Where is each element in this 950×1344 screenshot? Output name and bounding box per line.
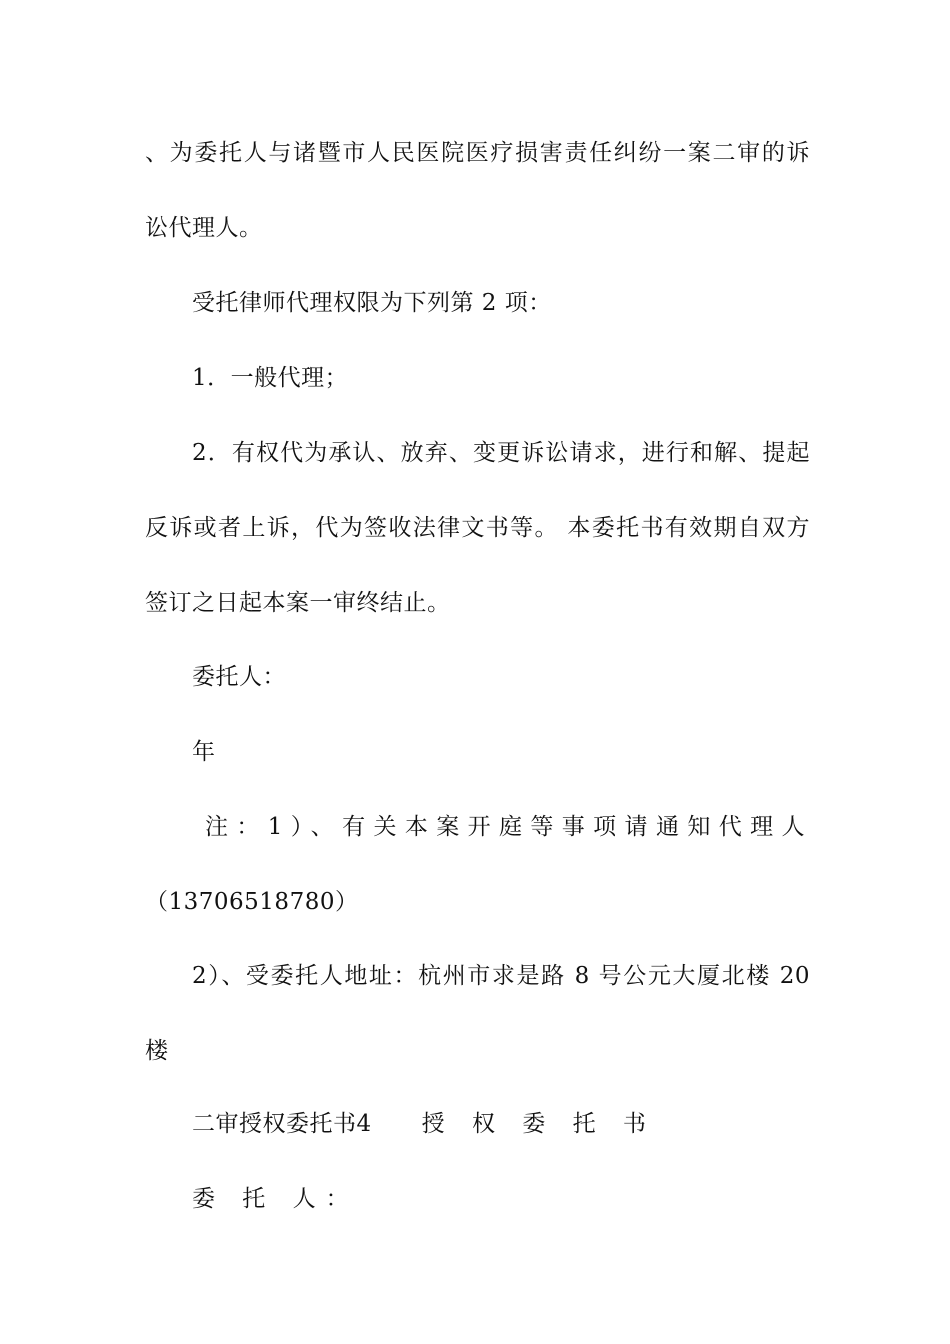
document-subtitle: 授 权 委 托 书 xyxy=(421,1111,656,1137)
section-heading xyxy=(192,1109,810,1139)
principal-label: 委托人： xyxy=(192,664,286,690)
address-line: 2）、受委托人地址：杭州市求是路 8 号公元大厦北楼 20 xyxy=(192,963,810,989)
phone-number: （13706518780） xyxy=(145,889,359,915)
paragraph-line: 签订之日起本案一审终结止。 xyxy=(145,590,451,616)
paragraph-line: 、为委托人与诸暨市人民医院医疗损害责任纠纷一案二审的诉 xyxy=(145,140,810,166)
paragraph-line: 受托律师代理权限为下列第 2 项： xyxy=(192,290,552,316)
list-item: 2．有权代为承认、放弃、变更诉讼请求，进行和解、提起 xyxy=(192,440,810,466)
principal-label: 委 托 人： xyxy=(192,1186,359,1212)
list-item: 1．一般代理； xyxy=(192,365,349,391)
paragraph-line: 反诉或者上诉，代为签收法律文书等。 本委托书有效期自双方 xyxy=(145,515,810,541)
address-line: 楼 xyxy=(145,1038,169,1064)
paragraph-line: 讼代理人。 xyxy=(145,215,263,241)
date-label: 年 xyxy=(192,739,216,765)
note-line: 注：1）、有关本案开庭等事项请通知代理人 xyxy=(205,814,805,840)
document-title: 二审授权委托书4 xyxy=(192,1111,372,1137)
